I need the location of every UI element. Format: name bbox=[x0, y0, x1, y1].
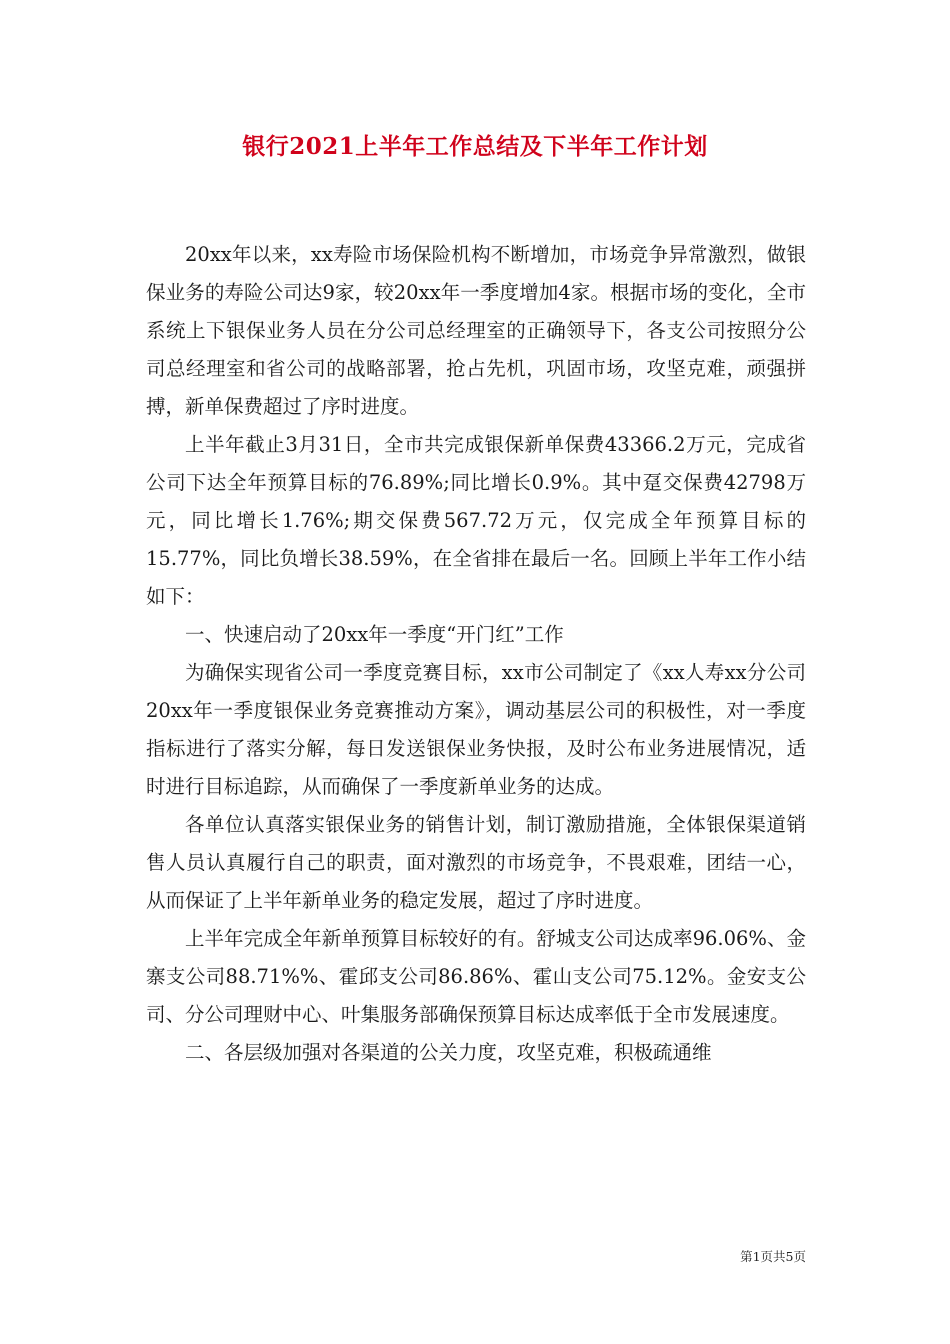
document-body bbox=[146, 236, 806, 1072]
paragraph: 20xx年以来，xx寿险市场保险机构不断增加，市场竞争异常激烈，做银保业务的寿险公司达9家，较20xx年一季度增加4家。根据市场的变化，全市系统上下银保业务人员在分公司总经理室的正确领导下，各支公司按照分公司总经理室和省公司的战略部署，抢占先机，巩固市场，攻坚克难，顽强拼搏，新单保费超过了序时进度。 bbox=[146, 243, 806, 418]
section-heading: 二、各层级加强对各渠道的公关力度，攻坚克难，积极疏通维 bbox=[185, 1041, 712, 1064]
section-heading: 一、快速启动了20xx年一季度“开门红”工作 bbox=[185, 623, 564, 646]
page-number: 第1页共5页 bbox=[740, 1249, 806, 1264]
paragraph: 上半年截止3月31日，全市共完成银保新单保费43366.2万元，完成省公司下达全年预算目标的76.89%;同比增长0.9%。其中趸交保费42798万元，同比增长1.76%;期交保费567.72万元，仅完成全年预算目标的15.77%，同比负增长38.59%，在全省排在最后一名。回顾上半年工作小结如下： bbox=[146, 433, 806, 608]
paragraph: 各单位认真落实银保业务的销售计划，制订激励措施，全体银保渠道销售人员认真履行自己的职责，面对激烈的市场竞争，不畏艰难，团结一心，从而保证了上半年新单业务的稳定发展，超过了序时进度。 bbox=[146, 813, 806, 912]
document-title: 银行2021上半年工作总结及下半年工作计划 bbox=[242, 133, 708, 160]
paragraph: 上半年完成全年新单预算目标较好的有。舒城支公司达成率96.06%、金寨支公司88.71%%、霍邱支公司86.86%、霍山支公司75.12%。金安支公司、分公司理财中心、叶集服务部确保预算目标达成率低于全市发展速度。 bbox=[146, 927, 806, 1026]
paragraph: 为确保实现省公司一季度竞赛目标，xx市公司制定了《xx人寿xx分公司20xx年一季度银保业务竞赛推动方案》，调动基层公司的积极性，对一季度指标进行了落实分解，每日发送银保业务快报，及时公布业务进展情况，适时进行目标追踪，从而确保了一季度新单业务的达成。 bbox=[146, 661, 806, 798]
